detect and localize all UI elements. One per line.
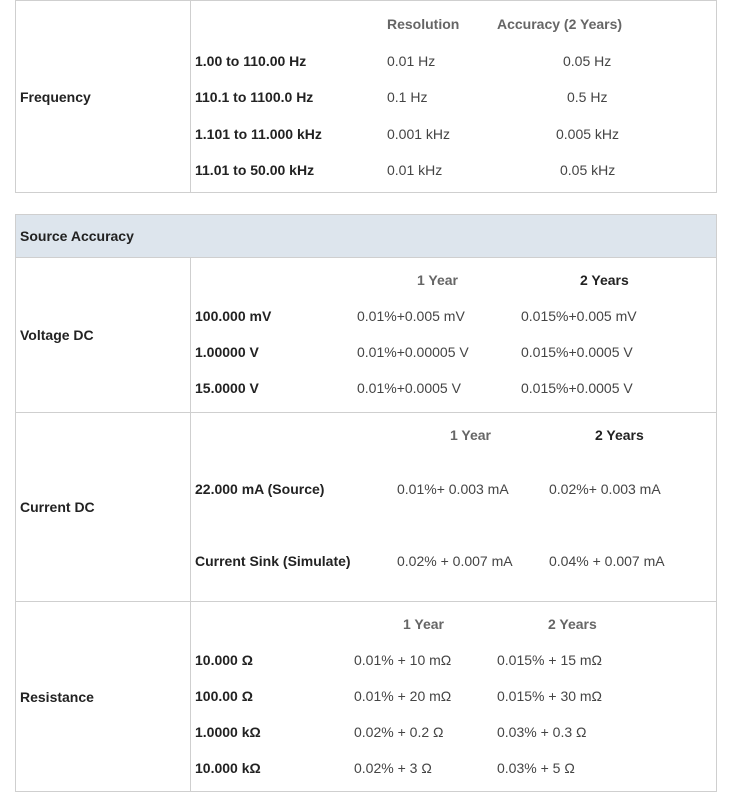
source-accuracy-title: Source Accuracy bbox=[20, 228, 134, 244]
resistance-2years: 0.015% + 30 mΩ bbox=[497, 688, 603, 704]
freq-accuracy: 0.5 Hz bbox=[567, 89, 608, 105]
voltage-range: 15.0000 V bbox=[195, 380, 259, 396]
freq-resolution: 0.01 kHz bbox=[387, 162, 443, 178]
voltage-2years: 0.015%+0.0005 V bbox=[521, 344, 633, 360]
voltage-range: 100.000 mV bbox=[195, 308, 272, 324]
resistance-label: Resistance bbox=[20, 688, 94, 705]
source-accuracy-header bbox=[16, 215, 716, 257]
resistance-range: 10.000 Ω bbox=[195, 652, 253, 668]
resistance-label-cell bbox=[16, 602, 191, 791]
freq-range: 1.101 to 11.000 kHz bbox=[195, 126, 322, 142]
frequency-row bbox=[16, 1, 716, 192]
resistance-2years-header: 2 Years bbox=[548, 616, 597, 632]
current-1year-header: 1 Year bbox=[450, 427, 492, 443]
current-2years: 0.02%+ 0.003 mA bbox=[549, 481, 661, 497]
freq-range: 110.1 to 1100.0 Hz bbox=[195, 89, 314, 105]
accuracy-header: Accuracy (2 Years) bbox=[497, 16, 623, 32]
current-2years: 0.04% + 0.007 mA bbox=[549, 553, 665, 569]
resistance-1year: 0.02% + 3 Ω bbox=[354, 760, 432, 776]
current-1year: 0.02% + 0.007 mA bbox=[397, 553, 513, 569]
current-1year: 0.01%+ 0.003 mA bbox=[397, 481, 509, 497]
voltage-2years-header: 2 Years bbox=[580, 272, 629, 288]
voltage-2years: 0.015%+0.0005 V bbox=[521, 380, 633, 396]
current-2years-header: 2 Years bbox=[595, 427, 644, 443]
frequency-label-cell bbox=[16, 1, 191, 192]
current-dc-label: Current DC bbox=[20, 499, 95, 515]
frequency-label: Frequency bbox=[20, 88, 91, 105]
freq-resolution: 0.1 Hz bbox=[387, 89, 428, 105]
voltage-2years: 0.015%+0.005 mV bbox=[521, 308, 637, 324]
resistance-1year-header: 1 Year bbox=[403, 616, 445, 632]
freq-resolution: 0.01 Hz bbox=[387, 53, 436, 69]
resistance-range: 1.0000 kΩ bbox=[195, 724, 261, 740]
resolution-header: Resolution bbox=[387, 16, 460, 32]
resistance-1year: 0.02% + 0.2 Ω bbox=[354, 724, 444, 740]
resistance-range: 10.000 kΩ bbox=[195, 760, 261, 776]
voltage-range: 1.00000 V bbox=[195, 344, 259, 360]
voltage-dc-row bbox=[16, 257, 716, 412]
resistance-1year: 0.01% + 20 mΩ bbox=[354, 688, 452, 704]
resistance-2years: 0.015% + 15 mΩ bbox=[497, 652, 603, 668]
voltage-1year: 0.01%+0.0005 V bbox=[357, 380, 461, 396]
voltage-1year-header: 1 Year bbox=[417, 272, 459, 288]
freq-range: 11.01 to 50.00 kHz bbox=[195, 162, 315, 178]
resistance-range: 100.00 Ω bbox=[195, 688, 253, 704]
freq-accuracy: 0.005 kHz bbox=[556, 126, 620, 142]
current-range: Current Sink (Simulate) bbox=[195, 553, 351, 569]
freq-resolution: 0.001 kHz bbox=[387, 126, 451, 142]
freq-accuracy: 0.05 Hz bbox=[563, 53, 612, 69]
freq-range: 1.00 to 110.00 Hz bbox=[195, 53, 307, 69]
resistance-1year: 0.01% + 10 mΩ bbox=[354, 652, 452, 668]
voltage-dc-label: Voltage DC bbox=[20, 327, 94, 343]
current-dc-label-cell bbox=[16, 413, 191, 601]
voltage-dc-label-cell bbox=[16, 258, 191, 412]
frequency-table bbox=[15, 0, 717, 193]
freq-accuracy: 0.05 kHz bbox=[560, 162, 616, 178]
resistance-2years: 0.03% + 0.3 Ω bbox=[497, 724, 587, 740]
voltage-1year: 0.01%+0.00005 V bbox=[357, 344, 469, 360]
current-dc-row bbox=[16, 412, 716, 601]
resistance-row bbox=[16, 601, 716, 791]
resistance-2years: 0.03% + 5 Ω bbox=[497, 760, 575, 776]
source-accuracy-table bbox=[15, 214, 717, 792]
current-range: 22.000 mA (Source) bbox=[195, 481, 325, 497]
voltage-1year: 0.01%+0.005 mV bbox=[357, 308, 465, 324]
